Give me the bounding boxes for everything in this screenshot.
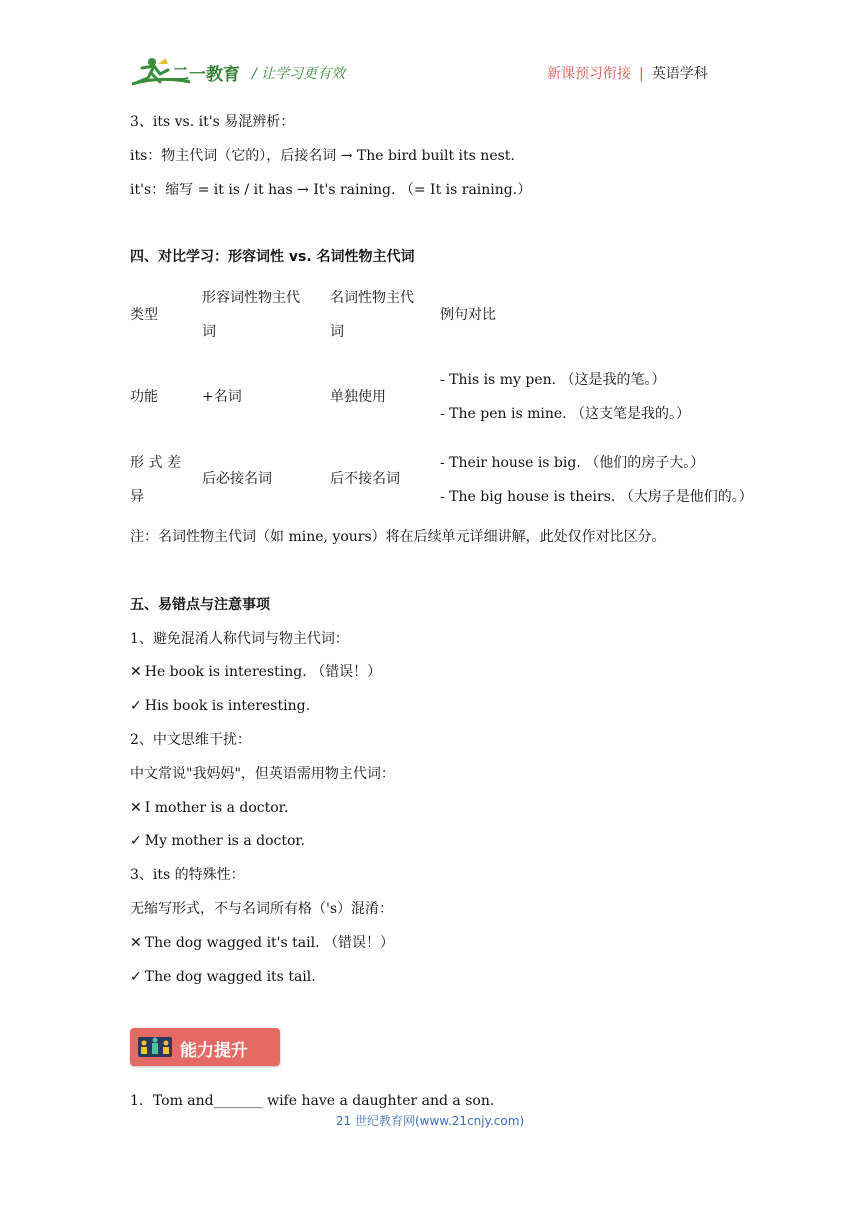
point2-wrong-example (130, 798, 288, 818)
point2-desc: 中文常说"我妈妈"，但英语需用物主代词： (130, 766, 395, 782)
its-line: its：物主代词（它的），后接名词 → The bird built its nest. (130, 148, 515, 164)
header-slogan: / 让学习更有效 (252, 66, 346, 82)
wrong-example-text: The dog wagged it's tail. （错误！） (144, 935, 394, 951)
table-row2-example-b: - The big house is theirs. （大房子是他们的。） (440, 489, 753, 505)
table-row1-adjective: +名词 (202, 389, 242, 405)
table-row2-noun: 后不接名词 (330, 471, 400, 487)
right-example-text: The dog wagged its tail. (144, 969, 316, 985)
table-row1-type: 功能 (130, 389, 158, 405)
right-example-text: His book is interesting. (144, 698, 311, 714)
table-header-type: 类型 (130, 307, 158, 323)
ability-badge-icon (138, 1037, 172, 1057)
check-icon: ✓ (130, 969, 142, 985)
section4-note: 注：名词性物主代词（如 mine, yours）将在后续单元详细讲解，此处仅作对比区分。 (130, 529, 666, 545)
ability-badge-label: 能力提升 (180, 1041, 248, 1061)
wrong-example-text: I mother is a doctor. (144, 800, 289, 816)
point3-title: 3、its 的特殊性： (130, 867, 245, 883)
right-example-text: My mother is a doctor. (144, 833, 306, 849)
table-row1-noun: 单独使用 (330, 389, 386, 405)
section4-heading: 四、对比学习：形容词性 vs. 名词性物主代词 (130, 249, 415, 265)
runner-logo-icon (130, 56, 252, 90)
its-contraction-line: it's：缩写 = it is / it has → It's raining. （= It is raining.） (130, 182, 532, 198)
table-row2-type-cont: 异 (130, 489, 144, 505)
point1-right-example (130, 696, 310, 716)
svg-text:二一教育: 二一教育 (172, 65, 240, 85)
header-right (547, 63, 708, 83)
point3-wrong-example (130, 933, 394, 953)
exercise-question-1: 1．Tom and_______ wife have a daughter and a son. (130, 1093, 495, 1109)
cross-icon: ✕ (130, 935, 142, 951)
its-title: 3、its vs. it's 易混辨析： (130, 114, 295, 130)
table-row2-type: 形 式 差 (130, 455, 181, 471)
check-icon: ✓ (130, 833, 142, 849)
cross-icon: ✕ (130, 800, 142, 816)
table-header-adjective-cont: 词 (202, 324, 216, 340)
table-row2-example-a: - Their house is big. （他们的房子大。） (440, 455, 705, 471)
table-header-adjective: 形容词性物主代 (202, 290, 300, 306)
point2-title: 2、中文思维干扰： (130, 732, 251, 748)
page-footer: 21 世纪教育网(www.21cnjy.com) (335, 1114, 525, 1128)
table-row1-example-a: - This is my pen. （这是我的笔。） (440, 372, 666, 388)
header-course-label: 新课预习衔接 (547, 66, 631, 82)
brand-logo (130, 56, 252, 90)
wrong-example-text: He book is interesting. （错误！） (144, 664, 382, 680)
ability-badge (130, 1028, 280, 1066)
check-icon: ✓ (130, 698, 142, 714)
point1-wrong-example (130, 662, 381, 682)
table-row1-example-b: - The pen is mine. （这支笔是我的。） (440, 406, 691, 422)
header-separator: | (639, 66, 644, 82)
point2-right-example (130, 831, 305, 851)
table-header-noun-cont: 词 (330, 324, 344, 340)
cross-icon: ✕ (130, 664, 142, 680)
table-row2-adjective: 后必接名词 (202, 471, 272, 487)
point1-title: 1、避免混淆人称代词与物主代词： (130, 631, 349, 647)
header-subject-label: 英语学科 (651, 66, 708, 82)
point3-right-example (130, 967, 316, 987)
section5-heading: 五、易错点与注意事项 (130, 597, 270, 613)
table-header-noun: 名词性物主代 (330, 290, 414, 306)
table-header-example: 例句对比 (440, 307, 496, 323)
point3-desc: 无缩写形式，不与名词所有格（'s）混淆： (130, 901, 394, 917)
